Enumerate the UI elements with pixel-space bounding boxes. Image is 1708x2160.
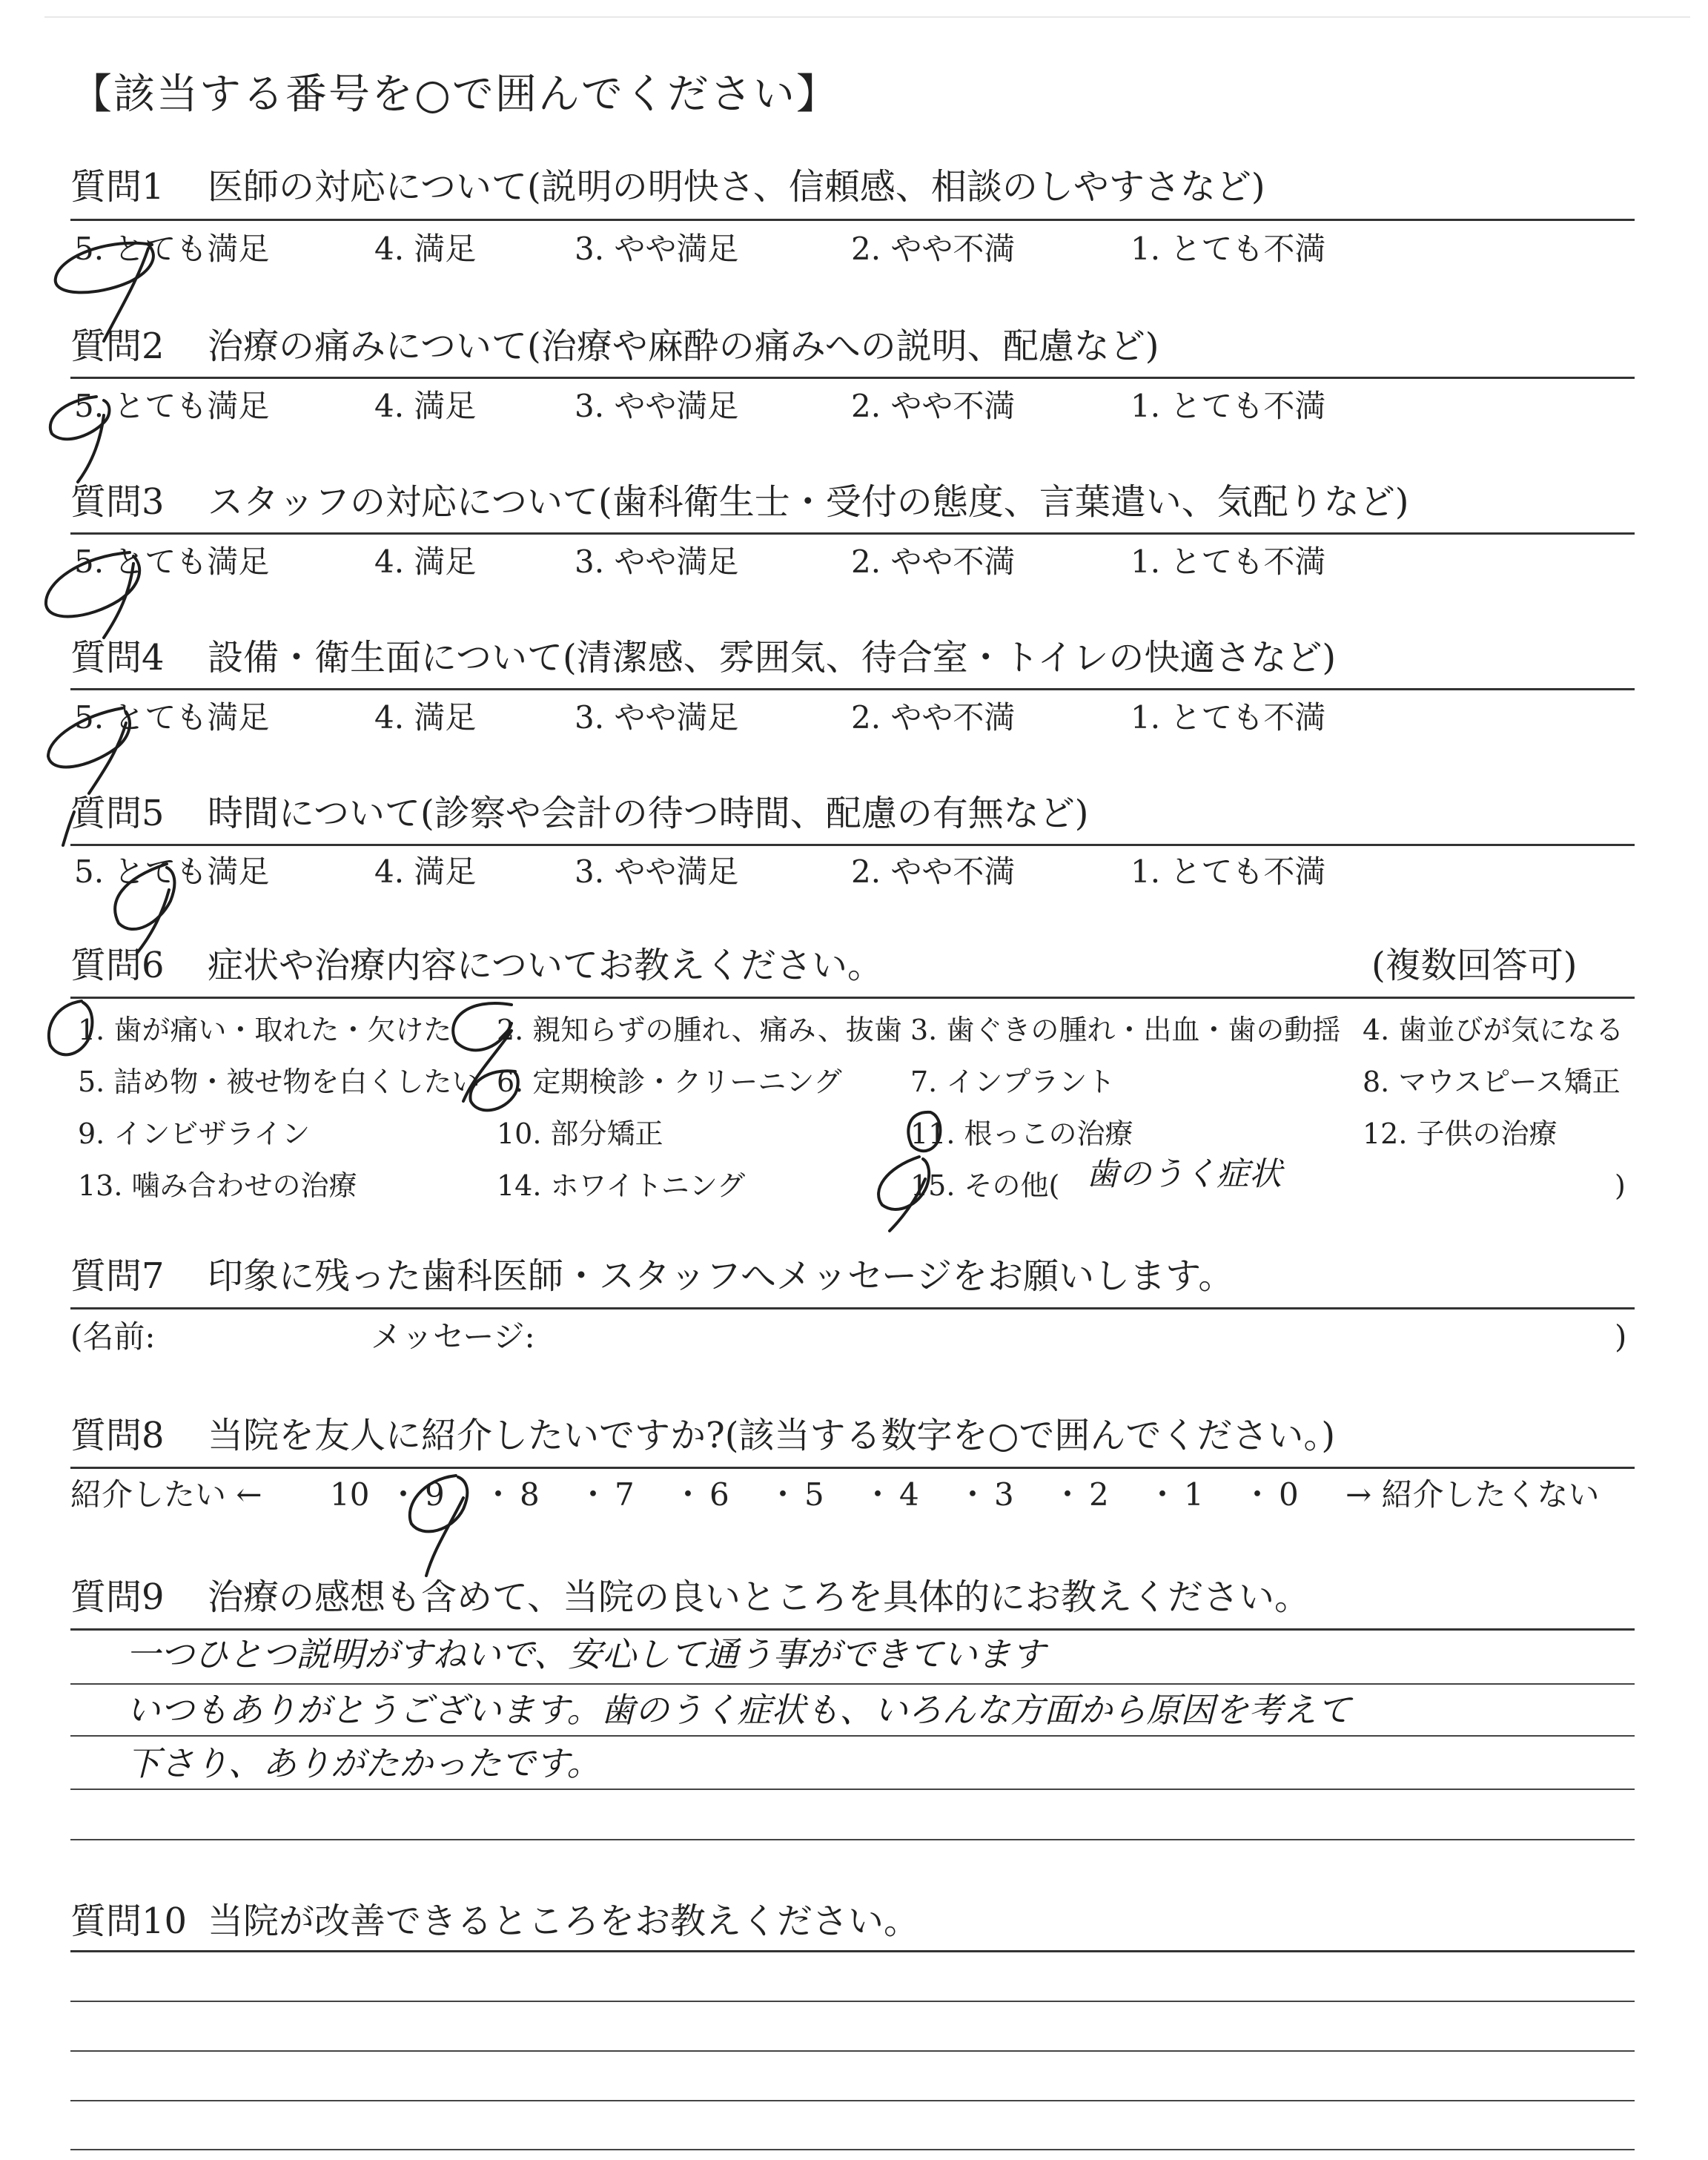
q10-writing-line[interactable] [70, 2050, 1635, 2052]
q6-note: (複数回答可) [1371, 945, 1578, 986]
page-title: 【該当する番号を○で囲んでください】 [70, 70, 839, 119]
q6-rule [70, 997, 1635, 999]
q6-option-5[interactable]: 5. 詰め物・被せ物を白くしたい [78, 1066, 480, 1098]
q2-option-4[interactable]: 4. 満足 [374, 388, 477, 424]
q4-rule [70, 688, 1635, 690]
q7-label: 質問7 [70, 1255, 165, 1297]
q8-scale-value-5[interactable]: 5 [804, 1476, 824, 1513]
q7-rule [70, 1307, 1635, 1309]
q10-writing-line[interactable] [70, 2100, 1635, 2101]
q6-label: 質問6 [70, 945, 165, 986]
q8-scale-value-0[interactable]: 0 [1279, 1476, 1299, 1513]
q1-option-3[interactable]: 3. やや満足 [575, 231, 739, 267]
q7-message-label: メッセージ: [371, 1318, 535, 1355]
q8-scale-value-7[interactable]: 7 [615, 1476, 635, 1513]
q9-writing-line [70, 1683, 1635, 1685]
q5-option-1[interactable]: 1. とても不満 [1131, 853, 1326, 890]
q9-writing-line [70, 1735, 1635, 1737]
q6-option-9[interactable]: 9. インビザライン [78, 1117, 311, 1150]
q1-rule [70, 219, 1635, 221]
q9-answer-line-3: 下さり、ありがたかったです。 [126, 1743, 601, 1783]
q6-option-11[interactable]: 11. 根っこの治療 [910, 1117, 1133, 1150]
q6-option-12[interactable]: 12. 子供の治療 [1363, 1117, 1558, 1150]
q10-writing-line[interactable] [70, 2001, 1635, 2002]
q8-scale-separator: ・ [483, 1476, 514, 1513]
q8-left-label: 紹介したい ← [70, 1476, 262, 1513]
q8-scale-separator: ・ [1242, 1476, 1274, 1513]
q3-rule [70, 532, 1635, 535]
q2-option-1[interactable]: 1. とても不満 [1131, 388, 1326, 424]
q7-name-label: (名前: [70, 1318, 156, 1355]
q2-option-2[interactable]: 2. やや不満 [851, 388, 1016, 424]
q6-option-1[interactable]: 1. 歯が痛い・取れた・欠けた [78, 1014, 452, 1046]
q8-scale-separator: ・ [672, 1476, 704, 1513]
q6-option-4[interactable]: 4. 歯並びが気になる [1363, 1014, 1624, 1046]
q6-option-10[interactable]: 10. 部分矯正 [497, 1117, 663, 1150]
q3-text: スタッフの対応について(歯科衛生士・受付の態度、言葉遣い、気配りなど) [208, 481, 1409, 523]
q5-text: 時間について(診察や会計の待つ時間、配慮の有無など) [208, 793, 1089, 834]
q4-option-4[interactable]: 4. 満足 [374, 699, 477, 736]
q3-label: 質問3 [70, 481, 165, 523]
q3-option-1[interactable]: 1. とても不満 [1131, 544, 1326, 580]
q4-option-1[interactable]: 1. とても不満 [1131, 699, 1326, 736]
q2-label: 質問2 [70, 326, 165, 367]
q10-text: 当院が改善できるところをお教えください。 [208, 1900, 920, 1942]
q2-option-5[interactable]: 5. とても満足 [74, 388, 270, 424]
q8-scale-separator: ・ [1147, 1476, 1179, 1513]
q8-scale-value-6[interactable]: 6 [709, 1476, 729, 1513]
q10-label: 質問10 [70, 1900, 188, 1942]
q3-option-4[interactable]: 4. 満足 [374, 544, 477, 580]
q3-option-5[interactable]: 5. とても満足 [74, 544, 270, 580]
q8-scale-separator: ・ [957, 1476, 989, 1513]
q8-scale-value-2[interactable]: 2 [1089, 1476, 1109, 1513]
q4-text: 設備・衛生面について(清潔感、雰囲気、待合室・トイレの快適さなど) [208, 637, 1337, 678]
q5-option-3[interactable]: 3. やや満足 [575, 853, 739, 890]
q5-option-2[interactable]: 2. やや不満 [851, 853, 1016, 890]
q2-option-3[interactable]: 3. やや満足 [575, 388, 739, 424]
q9-rule [70, 1628, 1635, 1631]
q6-option-2[interactable]: 2. 親知らずの腫れ、痛み、抜歯 [497, 1014, 902, 1046]
q1-label: 質問1 [70, 166, 165, 208]
q5-option-5[interactable]: 5. とても満足 [74, 853, 270, 890]
q7-close: ) [1615, 1318, 1627, 1355]
q9-answer-line-1: 一つひとつ説明がすねいで、安心して通う事ができています [126, 1634, 1046, 1674]
q4-option-3[interactable]: 3. やや満足 [575, 699, 739, 736]
q5-rule [70, 844, 1635, 846]
q6-option-15[interactable]: 15. その他( [910, 1169, 1060, 1202]
q1-text: 医師の対応について(説明の明快さ、信頼感、相談のしやすさなど) [208, 166, 1265, 208]
q9-answer-line-2: いつもありがとうございます。歯のうく症状も、いろんな方面から原因を考えて [126, 1690, 1351, 1730]
q8-scale-separator: ・ [767, 1476, 799, 1513]
q4-option-5[interactable]: 5. とても満足 [74, 699, 270, 736]
q8-scale-value-1[interactable]: 1 [1184, 1476, 1204, 1513]
q6-text: 症状や治療内容についてお教えください。 [208, 945, 884, 986]
q1-option-5[interactable]: 5. とても満足 [74, 231, 270, 267]
q3-option-2[interactable]: 2. やや不満 [851, 544, 1016, 580]
q8-scale-separator: ・ [1052, 1476, 1084, 1513]
q6-option-13[interactable]: 13. 噛み合わせの治療 [78, 1169, 357, 1202]
q9-text: 治療の感想も含めて、当院の良いところを具体的にお教えください。 [208, 1576, 1311, 1618]
q8-scale-separator: ・ [862, 1476, 894, 1513]
q1-option-4[interactable]: 4. 満足 [374, 231, 477, 267]
q8-scale-value-9[interactable]: 9 [425, 1476, 445, 1513]
q8-right-label: → 紹介したくない [1345, 1476, 1600, 1513]
q8-scale-value-4[interactable]: 4 [899, 1476, 919, 1513]
q8-scale-separator: ・ [388, 1476, 420, 1513]
q5-option-4[interactable]: 4. 満足 [374, 853, 477, 890]
q8-scale-value-10[interactable]: 10 [330, 1476, 370, 1513]
page-top-border [44, 16, 1690, 18]
q8-scale-value-3[interactable]: 3 [994, 1476, 1014, 1513]
q6-option-14[interactable]: 14. ホワイトニング [497, 1169, 746, 1202]
q8-scale-value-8[interactable]: 8 [520, 1476, 540, 1513]
q10-writing-line[interactable] [70, 2149, 1635, 2150]
q4-option-2[interactable]: 2. やや不満 [851, 699, 1016, 736]
q9-writing-line [70, 1839, 1635, 1840]
q8-text: 当院を友人に紹介したいですか?(該当する数字を○で囲んでください。) [208, 1415, 1336, 1456]
q9-writing-line [70, 1789, 1635, 1790]
q9-label: 質問9 [70, 1576, 165, 1618]
q1-option-1[interactable]: 1. とても不満 [1131, 231, 1326, 267]
q6-other-close: ) [1615, 1169, 1626, 1202]
q6-option-7[interactable]: 7. インプラント [910, 1066, 1116, 1098]
q4-label: 質問4 [70, 637, 165, 678]
q8-scale-separator: ・ [577, 1476, 609, 1513]
q1-option-2[interactable]: 2. やや不満 [851, 231, 1016, 267]
q8-label: 質問8 [70, 1415, 165, 1456]
q10-rule [70, 1950, 1635, 1952]
q2-rule [70, 377, 1635, 379]
q6-other-answer: 歯のうく症状 [1086, 1155, 1282, 1193]
q6-option-3[interactable]: 3. 歯ぐきの腫れ・出血・歯の動揺 [910, 1014, 1341, 1046]
q8-rule [70, 1467, 1635, 1469]
q5-label: 質問5 [70, 793, 165, 834]
q2-text: 治療の痛みについて(治療や麻酔の痛みへの説明、配慮など) [208, 326, 1159, 367]
q7-text: 印象に残った歯科医師・スタッフへメッセージをお願いします。 [208, 1255, 1234, 1297]
q3-option-3[interactable]: 3. やや満足 [575, 544, 739, 580]
q6-option-6[interactable]: 6. 定期検診・クリーニング [497, 1066, 842, 1098]
q6-option-8[interactable]: 8. マウスピース矯正 [1363, 1066, 1621, 1098]
